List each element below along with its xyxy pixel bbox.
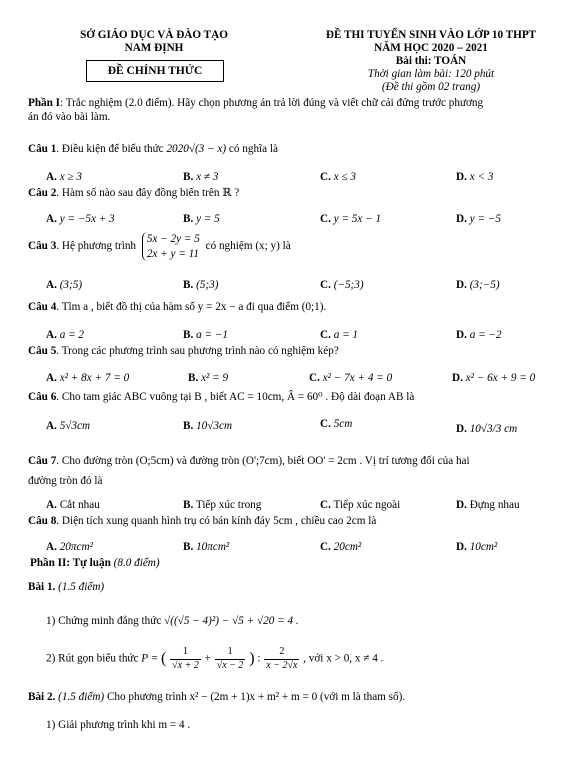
q8-option-b: B. 10πcm² bbox=[183, 541, 230, 553]
q1-option-b: B. x ≠ 3 bbox=[183, 171, 219, 183]
q1-expression: 2020√(3 − x) bbox=[166, 143, 227, 155]
part2-heading: Phần II: Tự luận (8.0 điểm) bbox=[30, 557, 160, 569]
q3-option-b: B. (5;3) bbox=[183, 279, 219, 291]
q6-option-d: D. 10√3/3 cm bbox=[456, 423, 518, 435]
province-name: NAM ĐỊNH bbox=[124, 42, 184, 54]
school-year: NĂM HỌC 2020 – 2021 bbox=[374, 42, 488, 54]
q7-option-b: B. Tiếp xúc trong bbox=[183, 499, 262, 511]
q8-option-d: D. 10cm² bbox=[456, 541, 498, 553]
part1-intro-line2: án đó vào bài làm. bbox=[28, 111, 111, 123]
q8-option-c: C. 20cm² bbox=[320, 541, 362, 553]
question-1: Câu 1. Điều kiện để biểu thức 2020√(3 − x) có nghĩa là bbox=[28, 143, 278, 155]
q6-option-c: C. 5cm bbox=[320, 418, 353, 430]
q1-option-d: D. x < 3 bbox=[456, 171, 494, 183]
q4-option-a: A. a = 2 bbox=[46, 329, 85, 341]
question-7: Câu 7. Cho đường tròn (O;5cm) và đường tròn (O';7cm), biết OO' = 2cm . Vị trí tương đối của hai bbox=[28, 455, 470, 467]
bai1-item2: 2) Rút gọn biểu thức P = ( $\frac{1}{√x + 2}$ + $\frac{1}{√x - 2}$ ) : $\frac{2}{x - 2√x}$ , với x > 0, x ≠ 4 . bbox=[46, 646, 384, 671]
question-7-line2: đường tròn đó là bbox=[28, 475, 103, 487]
q5-option-d: D. x² − 6x + 9 = 0 bbox=[452, 372, 536, 384]
question-2: Câu 2. Hàm số nào sau đây đồng biến trên ℝ ? bbox=[28, 187, 240, 199]
q3-option-c: C. (−5;3) bbox=[320, 279, 364, 291]
q2-option-d: D. y = −5 bbox=[456, 213, 501, 225]
bai1-heading: Bài 1. (1.5 điểm) bbox=[28, 581, 105, 593]
q2-option-b: B. y = 5 bbox=[183, 213, 220, 225]
question-5: Câu 5. Trong các phương trình sau phương trình nào có nghiệm kép? bbox=[28, 345, 339, 357]
q8-option-a: A. 20πcm² bbox=[46, 541, 93, 553]
question-4: Câu 4. Tìm a , biết đồ thị của hàm số y = 2x − a đi qua điểm (0;1). bbox=[28, 301, 327, 313]
q5-option-c: C. x² − 7x + 4 = 0 bbox=[309, 372, 393, 384]
bai1-item1: 1) Chứng minh đẳng thức √((√5 − 4)²) − √5 + √20 = 4 . bbox=[46, 615, 299, 627]
department-name: SỞ GIÁO DỤC VÀ ĐÀO TẠO bbox=[80, 29, 228, 41]
question-6: Câu 6. Cho tam giác ABC vuông tại B , biết AC = 10cm, Â = 60⁰ . Độ dài đoạn AB là bbox=[28, 391, 415, 403]
subject: Bài thi: TOÁN bbox=[395, 55, 467, 67]
q3-equation-system: 5x − 2y = 5 2x + y = 11 bbox=[142, 232, 200, 261]
part1-intro: Phần I: Trắc nghiệm (2.0 điểm). Hãy chọn phương án trả lời đúng và viết chữ cái đứng trước phương bbox=[28, 97, 484, 109]
q1-option-a: A. x ≥ 3 bbox=[46, 171, 82, 183]
q4-option-d: D. a = −2 bbox=[456, 329, 502, 341]
q4-option-c: C. a = 1 bbox=[320, 329, 359, 341]
q4-option-b: B. a = −1 bbox=[183, 329, 228, 341]
q1-option-c: C. x ≤ 3 bbox=[320, 171, 356, 183]
q2-option-c: C. y = 5x − 1 bbox=[320, 213, 382, 225]
exam-title: ĐỀ THI TUYỂN SINH VÀO LỚP 10 THPT bbox=[325, 29, 537, 41]
q3-option-d: D. (3;−5) bbox=[456, 279, 500, 291]
official-label: ĐỀ CHÍNH THỨC bbox=[86, 60, 224, 82]
question-3: Câu 3. Hệ phương trình 5x − 2y = 5 2x + y = 11 có nghiệm (x; y) là bbox=[28, 233, 291, 260]
pages-note: (Đề thi gồm 02 trang) bbox=[381, 81, 481, 93]
bai2-heading: Bài 2. (1.5 điểm) Cho phương trình x² − (2m + 1)x + m² + m = 0 (với m là tham số). bbox=[28, 691, 406, 703]
q6-option-a: A. 5√3cm bbox=[46, 420, 91, 432]
bai2-item1: 1) Giải phương trình khi m = 4 . bbox=[46, 719, 191, 731]
q7-option-c: C. Tiếp xúc ngoài bbox=[320, 499, 401, 511]
q5-option-a: A. x² + 8x + 7 = 0 bbox=[46, 372, 130, 384]
q7-option-d: D. Đựng nhau bbox=[456, 499, 520, 511]
question-8: Câu 8. Diện tích xung quanh hình trụ có bán kính đáy 5cm , chiều cao 2cm là bbox=[28, 515, 377, 527]
q6-option-b: B. 10√3cm bbox=[183, 420, 233, 432]
q3-option-a: A. (3;5) bbox=[46, 279, 83, 291]
exam-time: Thời gian làm bài: 120 phút bbox=[367, 68, 495, 80]
q2-option-a: A. y = −5x + 3 bbox=[46, 213, 115, 225]
q5-option-b: B. x² = 9 bbox=[188, 372, 229, 384]
bai1-item1-expression: √((√5 − 4)²) − √5 + √20 = 4 . bbox=[164, 615, 299, 627]
q7-option-a: A. Cắt nhau bbox=[46, 499, 100, 511]
